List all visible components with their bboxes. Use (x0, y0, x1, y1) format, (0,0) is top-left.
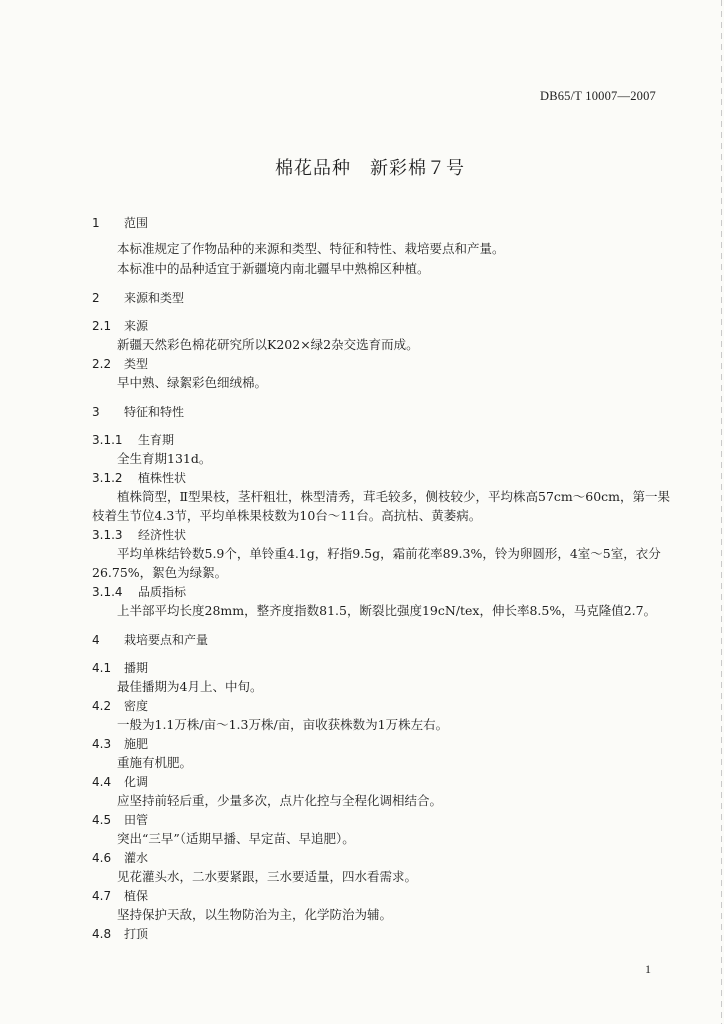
section-2-2-heading: 2.2 类型 (92, 357, 149, 371)
section-1-paragraph-1: 本标准规定了作物品种的来源和类型、特征和特性、栽培要点和产量。 (117, 241, 505, 256)
scan-edge-divider (721, 0, 722, 1024)
section-3-1-2-text-2: 枝着生节位4.3节，平均单株果枝数为10台～11台。高抗枯、黄萎病。 (92, 508, 482, 523)
section-3-1-3-text-1: 平均单株结铃数5.9个，单铃重4.1g，籽指9.5g，霜前花率89.3%，铃为卵圆形，4室～5室，衣分 (117, 546, 661, 561)
section-4-2-text: 一般为1.1万株/亩～1.3万株/亩，亩收获株数为1万株左右。 (117, 717, 449, 732)
section-4-2-heading: 4.2 密度 (92, 699, 149, 713)
section-2-heading: 2 来源和类型 (92, 291, 185, 305)
section-4-1-text: 最佳播期为4月上、中旬。 (117, 679, 263, 694)
section-3-1-1-heading: 3.1.1 生育期 (92, 433, 175, 447)
section-2-1-text: 新疆天然彩色棉花研究所以K202×绿2杂交选育而成。 (117, 337, 419, 352)
section-3-1-1-text: 全生育期131d。 (117, 451, 212, 466)
section-4-5-text: 突出“三早”（适期早播、早定苗、早追肥）。 (117, 831, 355, 846)
section-3-1-2-text-1: 植株筒型，Ⅱ型果枝，茎杆粗壮，株型清秀，茸毛较多，侧枝较少，平均株高57cm～60cm，第一果 (117, 489, 671, 504)
section-4-8-heading: 4.8 打顶 (92, 927, 149, 941)
section-4-4-heading: 4.4 化调 (92, 775, 149, 789)
section-4-heading: 4 栽培要点和产量 (92, 633, 209, 647)
section-4-3-heading: 4.3 施肥 (92, 737, 149, 751)
section-4-5-heading: 4.5 田管 (92, 813, 149, 827)
section-3-heading: 3 特征和特性 (92, 405, 185, 419)
section-3-1-3-heading: 3.1.3 经济性状 (92, 528, 187, 542)
document-title: 棉花品种 新彩棉７号 (275, 158, 465, 179)
section-4-6-heading: 4.6 灌水 (92, 851, 149, 865)
section-4-7-text: 坚持保护天敌，以生物防治为主，化学防治为辅。 (117, 907, 393, 922)
standard-code: DB65/T 10007—2007 (539, 89, 656, 103)
section-4-7-heading: 4.7 植保 (92, 889, 149, 903)
section-2-2-text: 早中熟、绿絮彩色细绒棉。 (117, 375, 268, 390)
section-3-1-3-text-2: 26.75%，絮色为绿絮。 (92, 565, 228, 580)
section-3-1-4-heading: 3.1.4 品质指标 (92, 585, 187, 599)
section-1-heading: 1 范围 (92, 216, 149, 230)
section-1-paragraph-2: 本标准中的品种适宜于新疆境内南北疆早中熟棉区种植。 (117, 261, 430, 276)
section-2-1-heading: 2.1 来源 (92, 319, 149, 333)
page-number: 1 (645, 962, 651, 976)
section-4-4-text: 应坚持前轻后重，少量多次，点片化控与全程化调相结合。 (117, 793, 443, 808)
section-4-3-text: 重施有机肥。 (117, 755, 193, 770)
section-3-1-4-text: 上半部平均长度28mm，整齐度指数81.5，断裂比强度19cN/tex，伸长率8.5%，马克隆值2.7。 (117, 603, 657, 618)
section-4-6-text: 见花灌头水，二水要紧跟，三水要适量，四水看需求。 (117, 869, 418, 884)
section-4-1-heading: 4.1 播期 (92, 661, 149, 675)
section-3-1-2-heading: 3.1.2 植株性状 (92, 471, 187, 485)
